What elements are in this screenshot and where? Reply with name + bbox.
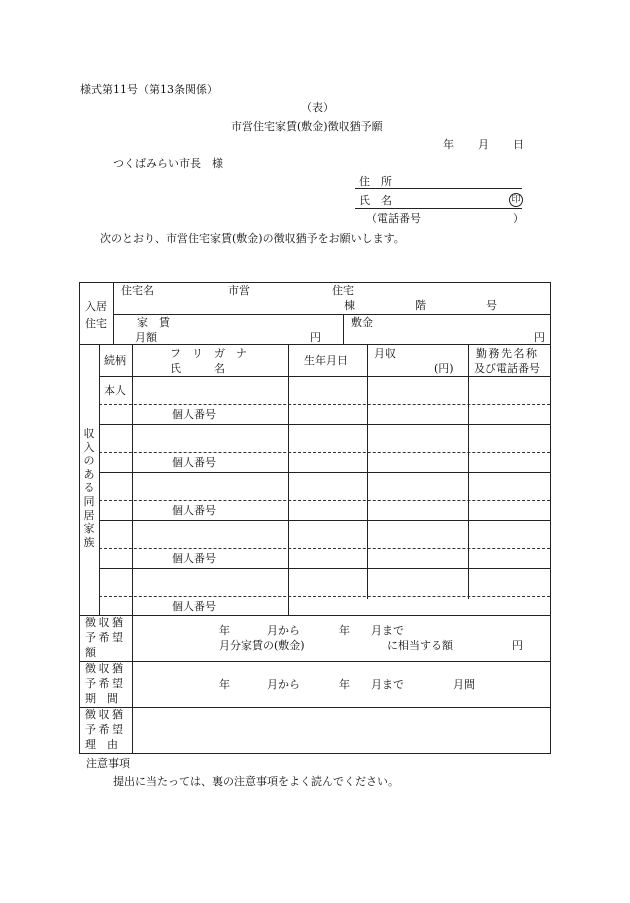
address-label: 住 所 bbox=[359, 175, 392, 188]
period-label-3: 期 間 bbox=[85, 692, 118, 705]
rent-monthly-label: 月額 bbox=[135, 331, 157, 344]
name-field[interactable] bbox=[355, 208, 522, 209]
rent-label: 家 賃 bbox=[137, 316, 170, 329]
rent-yen[interactable]: 円 bbox=[310, 331, 321, 344]
notes-heading: 注意事項 bbox=[86, 757, 130, 770]
side-label: （表） bbox=[301, 101, 334, 114]
amount-yen[interactable]: 円 bbox=[512, 639, 523, 652]
date-day[interactable]: 日 bbox=[513, 138, 524, 151]
period-from-year[interactable]: 年 bbox=[219, 678, 230, 691]
reason-label-2: 予希望 bbox=[85, 723, 126, 736]
notes-text: 提出に当たっては、裏の注意事項をよく読んでください。 bbox=[113, 775, 399, 788]
period-from-month[interactable]: 月から bbox=[267, 678, 300, 691]
housing-house-label: 住宅 bbox=[332, 284, 354, 297]
housing-label-2: 住宅 bbox=[85, 317, 107, 330]
deposit-label: 敷金 bbox=[351, 316, 373, 329]
header-name: 氏 名 bbox=[170, 362, 225, 375]
housing-city-label: 市営 bbox=[228, 284, 250, 297]
seal-mark: 印 bbox=[509, 193, 523, 207]
amount-to-month[interactable]: 月まで bbox=[371, 624, 404, 637]
floor-label[interactable]: 階 bbox=[415, 299, 426, 312]
address-field[interactable] bbox=[355, 188, 522, 189]
mynumber-label-4[interactable]: 個人番号 bbox=[172, 552, 216, 565]
date-month[interactable]: 月 bbox=[478, 138, 489, 151]
mynumber-label-2[interactable]: 個人番号 bbox=[172, 456, 216, 469]
mynumber-label-3[interactable]: 個人番号 bbox=[172, 504, 216, 517]
amount-label-3: 額 bbox=[85, 646, 96, 659]
page-title: 市営住宅家賃(敷金)徴収猶予願 bbox=[231, 120, 383, 133]
header-relation: 続柄 bbox=[104, 354, 126, 367]
header-furigana: フ リ ガ ナ bbox=[170, 347, 247, 360]
date-year[interactable]: 年 bbox=[443, 138, 454, 151]
reason-label-1: 徴収猶 bbox=[85, 708, 126, 721]
addressee: つくばみらい市長 様 bbox=[113, 157, 223, 170]
amount-from-month[interactable]: 月から bbox=[267, 624, 300, 637]
amount-label-2: 予希望 bbox=[85, 631, 126, 644]
amount-label-1: 徴収猶 bbox=[85, 616, 126, 629]
period-to-year[interactable]: 年 bbox=[339, 678, 350, 691]
self-label: 本人 bbox=[104, 384, 126, 397]
amount-line2-start: 月分家賃の(敷金) bbox=[219, 639, 305, 652]
deposit-yen[interactable]: 円 bbox=[534, 331, 545, 344]
header-income-unit: (円) bbox=[434, 362, 454, 375]
header-employer-2: 及び電話番号 bbox=[474, 362, 540, 375]
reason-field[interactable] bbox=[135, 712, 545, 750]
phone-label: （電話番号 bbox=[366, 212, 421, 225]
period-label-1: 徴収猶 bbox=[85, 662, 126, 675]
building-label[interactable]: 棟 bbox=[344, 299, 355, 312]
period-label-2: 予希望 bbox=[85, 677, 126, 690]
number-label[interactable]: 号 bbox=[486, 299, 497, 312]
phone-close: ） bbox=[513, 212, 524, 225]
request-text: 次のとおり、市営住宅家賃(敷金)の徴収猶予をお願いします。 bbox=[100, 232, 405, 245]
family-side-label: 収 入 の あ る 同 居 家 族 bbox=[83, 427, 95, 549]
reason-label-3: 理 由 bbox=[85, 738, 118, 751]
mynumber-label-1[interactable]: 個人番号 bbox=[172, 408, 216, 421]
mynumber-label-5[interactable]: 個人番号 bbox=[172, 600, 216, 613]
amount-line2-mid: に相当する額 bbox=[387, 639, 453, 652]
form-number: 様式第11号（第13条関係） bbox=[80, 83, 218, 96]
header-income: 月収 bbox=[374, 347, 396, 360]
amount-from-year[interactable]: 年 bbox=[219, 624, 230, 637]
housing-name-label: 住宅名 bbox=[121, 284, 154, 297]
period-months[interactable]: 月間 bbox=[453, 678, 475, 691]
amount-to-year[interactable]: 年 bbox=[339, 624, 350, 637]
housing-label-1: 入居 bbox=[85, 300, 107, 313]
header-birth: 生年月日 bbox=[304, 354, 348, 367]
header-employer-1: 勤務先名称 bbox=[476, 347, 539, 360]
name-label: 氏 名 bbox=[359, 194, 392, 207]
period-to-month[interactable]: 月まで bbox=[371, 678, 404, 691]
